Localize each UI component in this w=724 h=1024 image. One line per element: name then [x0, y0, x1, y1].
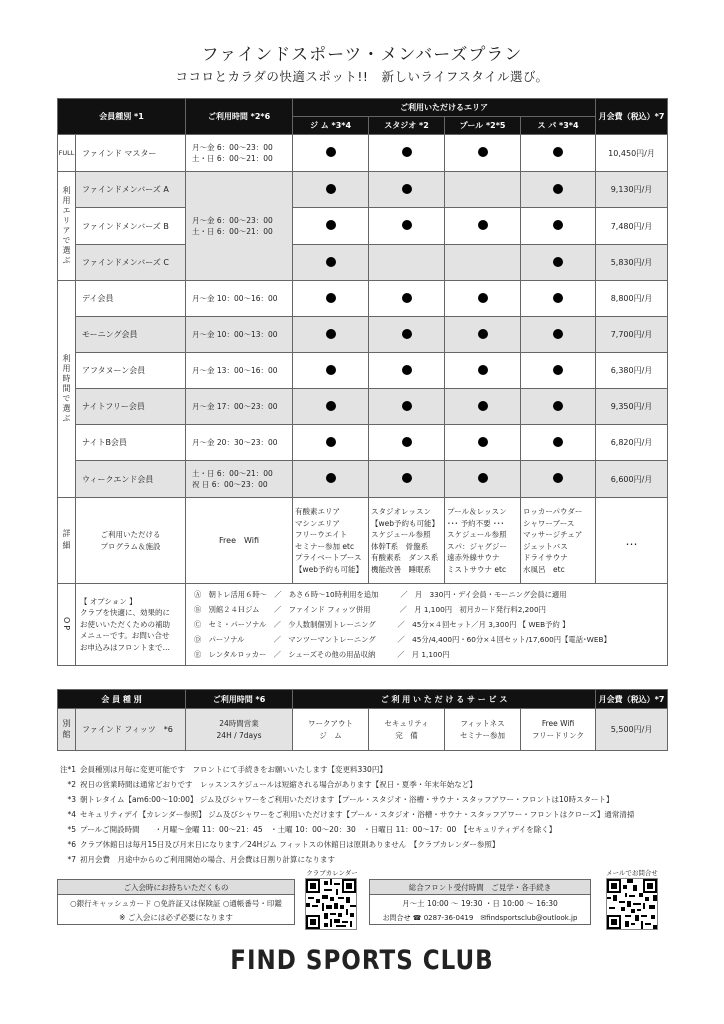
available-dot — [402, 437, 412, 447]
header-studio: スタジオ *2 — [369, 117, 445, 135]
available-dot — [553, 329, 563, 339]
plan-fee: 6,380円/月 — [596, 353, 668, 389]
option-item: Ⓓ パーソナル ／ マンツーマントレーニング ／ 45分/4,400円・60分×４回セット/17,600円【電話･WEB】 — [194, 635, 611, 644]
header-usage-time: ご利用時間 *2*6 — [186, 99, 293, 135]
available-dot — [402, 401, 412, 411]
calendar-qr-code[interactable] — [305, 878, 357, 930]
plan-fee: 9,350円/月 — [596, 389, 668, 425]
available-dot — [478, 401, 488, 411]
annex-header-time: ご利用時間 *6 — [186, 690, 293, 709]
header-member-type: 会員種別 *1 — [58, 99, 186, 135]
plan-name: ナイトフリー会員 — [76, 389, 186, 425]
option-item: Ⓒ セミ・パーソナル ／ 少人数制個別トレーニング ／ 45分×４回セット／月 3,300円 【 WEB予約 】 — [194, 620, 570, 629]
service-workout: ワークアウト ジ ム — [293, 709, 369, 751]
available-dot — [402, 365, 412, 375]
plan-fee: 7,480円/月 — [596, 208, 668, 245]
calendar-qr-label: クラブカレンダー — [306, 869, 358, 877]
available-dot — [326, 257, 336, 267]
note-item: *3 朝トレタイム【am6:00～10:00】 ジム及びシャワーをご利用いただけます【プール・スタジオ・浴槽・サウナ・スタッフアワー・フロントは10時スタート】 — [67, 795, 614, 804]
plan-fee: 6,820円/月 — [596, 425, 668, 461]
available-dot — [478, 437, 488, 447]
available-dot — [402, 184, 412, 194]
annex-time: 24時間営業 24H / 7days — [186, 709, 293, 751]
option-description: 【 オプション 】 クラブを快適に、効果的に お使いいただくための補助 メニューです。お問い合せ お申込みはフロントまで… — [76, 584, 186, 666]
note-item: *6 クラブ休館日は毎月15日及び月末日になります／24Hジム フィットスの休館日は原則ありません 【クラブカレンダー参照】 — [67, 840, 500, 849]
available-dot — [478, 293, 488, 303]
available-dot — [326, 220, 336, 230]
available-dot — [326, 401, 336, 411]
service-security: セキュリティ 完 備 — [369, 709, 445, 751]
plan-fee: 7,700円/月 — [596, 317, 668, 353]
group-area-label: 利用エリアで選ぶ — [58, 172, 76, 281]
available-dot — [478, 147, 488, 157]
annex-header-fee: 月会費（税込）*7 — [596, 690, 668, 709]
group-time-label: 利用時間で選ぶ — [58, 281, 76, 498]
plan-name: アフタヌーン会員 — [76, 353, 186, 389]
plan-fee: 8,800円/月 — [596, 281, 668, 317]
available-dot — [478, 220, 488, 230]
required-items-box: ご入会時にお持ちいただくもの ○銀行キャッシュカード ○免許証又は保険証 ○通帳番号・印鑑 ※ ご入会には必ず必要になります — [57, 879, 295, 925]
plan-name: ファインドメンバーズ A — [76, 172, 186, 208]
available-dot — [326, 365, 336, 375]
club-logo: FIND SPORTS CLUB — [230, 946, 494, 976]
detail-fee: … — [596, 498, 668, 584]
available-dot — [553, 147, 563, 157]
mail-qr-label: メールでお問合せ — [606, 869, 658, 877]
header-area: ご利用いただけるエリア — [293, 99, 596, 117]
option-item: Ⓑ 別館２４Ｈジム ／ ファインド フィッツ併用 ／ 月 1,100円 初月カード発行料2,200円 — [194, 605, 546, 614]
plan-fee: 6,600円/月 — [596, 461, 668, 498]
detail-spa: ロッカーパウダー シャワーブース マッサージチェア ジェットバス ドライサウナ 水風呂 etc — [521, 498, 596, 584]
detail-name: ご利用いただける プログラム＆施設 — [76, 498, 186, 584]
plan-time: 月～金 6：00～23：00 土・日 6：00～21：00 — [186, 172, 293, 281]
page-subtitle: ココロとカラダの快適スポット!! 新しいライフスタイル選び。 — [175, 69, 549, 84]
plan-time: 月～金 10：00～16：00 — [186, 281, 293, 317]
available-dot — [402, 473, 412, 483]
note-item: *2 祝日の営業時間は通常どおりです レッスンスケジュールは短縮される場合があります【祝日・夏季・年末年始など】 — [67, 780, 477, 789]
available-dot — [478, 473, 488, 483]
detail-time: Free Wifi — [186, 498, 293, 584]
header-pool: プール *2*5 — [445, 117, 521, 135]
available-dot — [326, 184, 336, 194]
option-list — [186, 584, 668, 666]
header-spa: ス パ *3*4 — [521, 117, 596, 135]
option-item: Ⓐ 朝トレ活用６時～ ／ あさ６時～10時利用を追加 ／ 月 330円・デイ会員・モーニング会員に適用 — [194, 590, 567, 599]
notes — [60, 762, 634, 867]
plan-time: 月～金 20：30～23：00 — [186, 425, 293, 461]
annex-name: ファインド フィッツ *6 — [76, 709, 186, 751]
plan-time: 土・日 6：00～21：00 祝 日 6：00～23：00 — [186, 461, 293, 498]
available-dot — [553, 473, 563, 483]
plan-time: 月～金 13：00～16：00 — [186, 353, 293, 389]
membership-plan-table — [57, 98, 668, 666]
detail-studio: スタジオレッスン 【web予約も可能】 スケジュール参照 体幹T系 骨盤系 有酸素系 ダンス系 機能改善 睡眠系 — [369, 498, 445, 584]
detail-pool: プール＆レッスン ･･･ 予約不要 ･･･ スケジュール参照 スパ：ジャグジー 遠赤外線サウナ ミストサウナ etc — [445, 498, 521, 584]
available-dot — [326, 329, 336, 339]
annex-header-service: ご 利 用 い た だ け る サ ー ビ ス — [293, 690, 596, 709]
header-monthly-fee: 月会費（税込）*7 — [596, 99, 668, 135]
service-wifi: Free Wifi フリードリンク — [521, 709, 596, 751]
option-label: OP — [58, 584, 76, 666]
available-dot — [402, 220, 412, 230]
available-dot — [402, 293, 412, 303]
available-dot — [326, 293, 336, 303]
plan-name: デイ会員 — [76, 281, 186, 317]
note-item: *5 プールご開設時間 ・月曜～金曜 11：00～21：45 ・土曜 10：00～20：30 ・日曜日 11：00～17：00 【セキュリティデイを除く】 — [67, 825, 557, 834]
available-dot — [553, 293, 563, 303]
available-dot — [326, 473, 336, 483]
available-dot — [553, 401, 563, 411]
page-title: ファインドスポーツ・メンバーズプラン — [201, 45, 523, 65]
available-dot — [326, 437, 336, 447]
plan-name: ファインド マスター — [76, 135, 186, 172]
note-item: 注*1 会員種別は月毎に変更可能です フロントにて手続きをお願いいたします【変更料330円】 — [60, 765, 387, 774]
detail-gym: 有酸素エリア マシンエリア フリーウエイト セミナー参加 etc プライベートブース 【web予約も可能】 — [293, 498, 369, 584]
annex-fee: 5,500円/月 — [596, 709, 668, 751]
plan-time: 月～金 6：00～23：00 土・日 6：00～21：00 — [186, 135, 293, 172]
plan-fee: 10,450円/月 — [596, 135, 668, 172]
annex-header-type: 会 員 種 別 — [58, 690, 186, 709]
plan-name: ウィークエンド会員 — [76, 461, 186, 498]
plan-name: ファインドメンバーズ C — [76, 245, 186, 281]
available-dot — [553, 437, 563, 447]
plan-name: ファインドメンバーズ B — [76, 208, 186, 245]
detail-label: 詳細 — [58, 498, 76, 584]
option-item: Ⓔ レンタルロッカー ／ シューズその他の用品収納 ／ 月 1,100円 — [194, 650, 450, 659]
available-dot — [553, 365, 563, 375]
front-desk-box: 総合フロント受付時間 ご見学・各手続き 月～土 10:00 ～ 19:30 ・日 10:00 ～ 16:30 お問合せ ☎ 0287-36-0419 ✉findsportsclub@outlook.jp — [369, 879, 591, 925]
header-gym: ジ ム *3*4 — [293, 117, 369, 135]
available-dot — [478, 329, 488, 339]
plan-time: 月～金 10：00～13：00 — [186, 317, 293, 353]
available-dot — [326, 147, 336, 157]
plan-fee: 9,130円/月 — [596, 172, 668, 208]
plan-name: ナイトB会員 — [76, 425, 186, 461]
plan-name: モーニング会員 — [76, 317, 186, 353]
plan-time: 月～金 17：00～23：00 — [186, 389, 293, 425]
available-dot — [478, 365, 488, 375]
note-item: *4 セキュリティデイ【カレンダー参照】 ジム及びシャワーをご利用いただけます【プール・スタジオ・浴槽・サウナ・スタッフアワー・フロントはクローズ】通常清掃 — [67, 810, 635, 819]
available-dot — [553, 184, 563, 194]
available-dot — [553, 220, 563, 230]
mail-qr-code[interactable] — [606, 878, 658, 930]
annex-plan-table — [57, 689, 668, 751]
available-dot — [553, 257, 563, 267]
note-item: *7 初月会費 月途中からのご利用開始の場合、月会費は日割り計算になります — [67, 855, 335, 864]
annex-label: 別館 — [58, 709, 76, 751]
available-dot — [402, 329, 412, 339]
available-dot — [402, 147, 412, 157]
plan-fee: 5,830円/月 — [596, 245, 668, 281]
service-fitness: フィットネス セミナー参加 — [445, 709, 521, 751]
full-label: FULL — [58, 135, 76, 172]
